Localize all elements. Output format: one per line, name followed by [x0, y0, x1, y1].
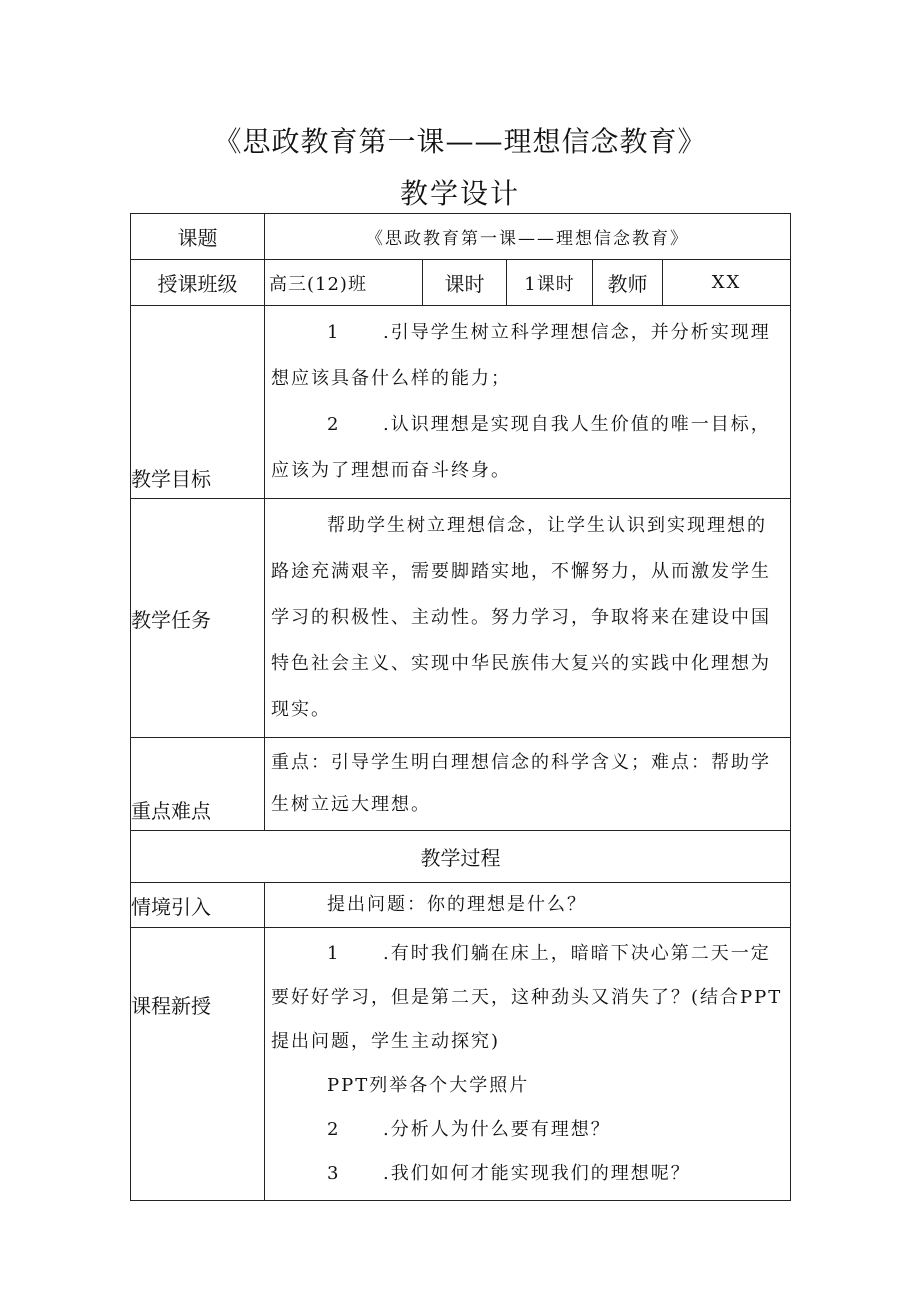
- keypoints-label: 重点难点: [131, 738, 265, 831]
- goal-text: .认识理想是实现自我人生价值的唯一目标，应该为了理想而奋斗终身。: [271, 414, 771, 481]
- topic-label: 课题: [131, 214, 265, 260]
- new-lesson-label: 课程新授: [131, 928, 265, 1201]
- class-label: 授课班级: [131, 260, 265, 306]
- tasks-content: [265, 499, 791, 738]
- intro-label: 情境引入: [131, 883, 265, 928]
- goal-number: 1: [327, 322, 341, 343]
- document-title: 《思政教育第一课——理想信念教育》: [213, 125, 707, 158]
- keypoints-text: 重点：引导学生明白理想信念的科学含义；难点：帮助学生树立远大理想。: [271, 752, 771, 815]
- tasks-text: 帮助学生树立理想信念，让学生认识到实现理想的路途充满艰辛，需要脚踏实地，不懈努力，从而激发学生学习的积极性、主动性。努力学习，争取将来在建设中国特色社会主义、实现中华民族伟大复兴的实践中化理想为现实。: [271, 515, 771, 720]
- new-lesson-row: [131, 928, 791, 1201]
- item-text: .我们如何才能实现我们的理想呢？: [383, 1163, 691, 1184]
- intro-row: [131, 883, 791, 928]
- goal-text: .引导学生树立科学理想信念，并分析实现理想应该具备什么样的能力；: [271, 322, 771, 389]
- intro-text: 提出问题：你的理想是什么？: [327, 894, 587, 915]
- document-subtitle: 教学设计: [399, 177, 520, 210]
- new-lesson-item: [271, 932, 786, 1064]
- period-value: 1课时: [507, 260, 593, 306]
- class-row: [131, 260, 791, 306]
- topic-row: [131, 214, 791, 260]
- lesson-plan-table: [130, 213, 791, 1201]
- tasks-label: 教学任务: [131, 499, 265, 738]
- new-lesson-content: [265, 928, 791, 1201]
- period-label: 课时: [423, 260, 507, 306]
- keypoints-row: [131, 738, 791, 831]
- item-number: 1: [327, 943, 341, 964]
- tasks-row: [131, 499, 791, 738]
- new-lesson-item: [271, 1108, 786, 1152]
- new-lesson-item: [271, 1152, 786, 1196]
- item-text: .分析人为什么要有理想？: [383, 1119, 611, 1140]
- new-lesson-item: PPT列举各个大学照片: [327, 1075, 530, 1096]
- goal-item: [271, 402, 786, 494]
- item-number: 3: [327, 1163, 341, 1184]
- class-value: 高三(12)班: [265, 260, 423, 306]
- goal-item: [271, 310, 786, 402]
- goals-label: 教学目标: [131, 306, 265, 499]
- teacher-label: 教师: [593, 260, 663, 306]
- goal-number: 2: [327, 414, 341, 435]
- keypoints-content: [265, 738, 791, 831]
- topic-value: 《思政教育第一课——理想信念教育》: [265, 214, 791, 260]
- goals-row: [131, 306, 791, 499]
- process-header: 教学过程: [131, 831, 791, 883]
- teacher-value: XX: [663, 260, 791, 306]
- item-number: 2: [327, 1119, 341, 1140]
- intro-content: [265, 883, 791, 928]
- goals-content: [265, 306, 791, 499]
- item-text: .有时我们躺在床上，暗暗下决心第二天一定要好好学习，但是第二天，这种劲头又消失了？(结合PPT提出问题，学生主动探究): [271, 943, 783, 1052]
- process-header-row: [131, 831, 791, 883]
